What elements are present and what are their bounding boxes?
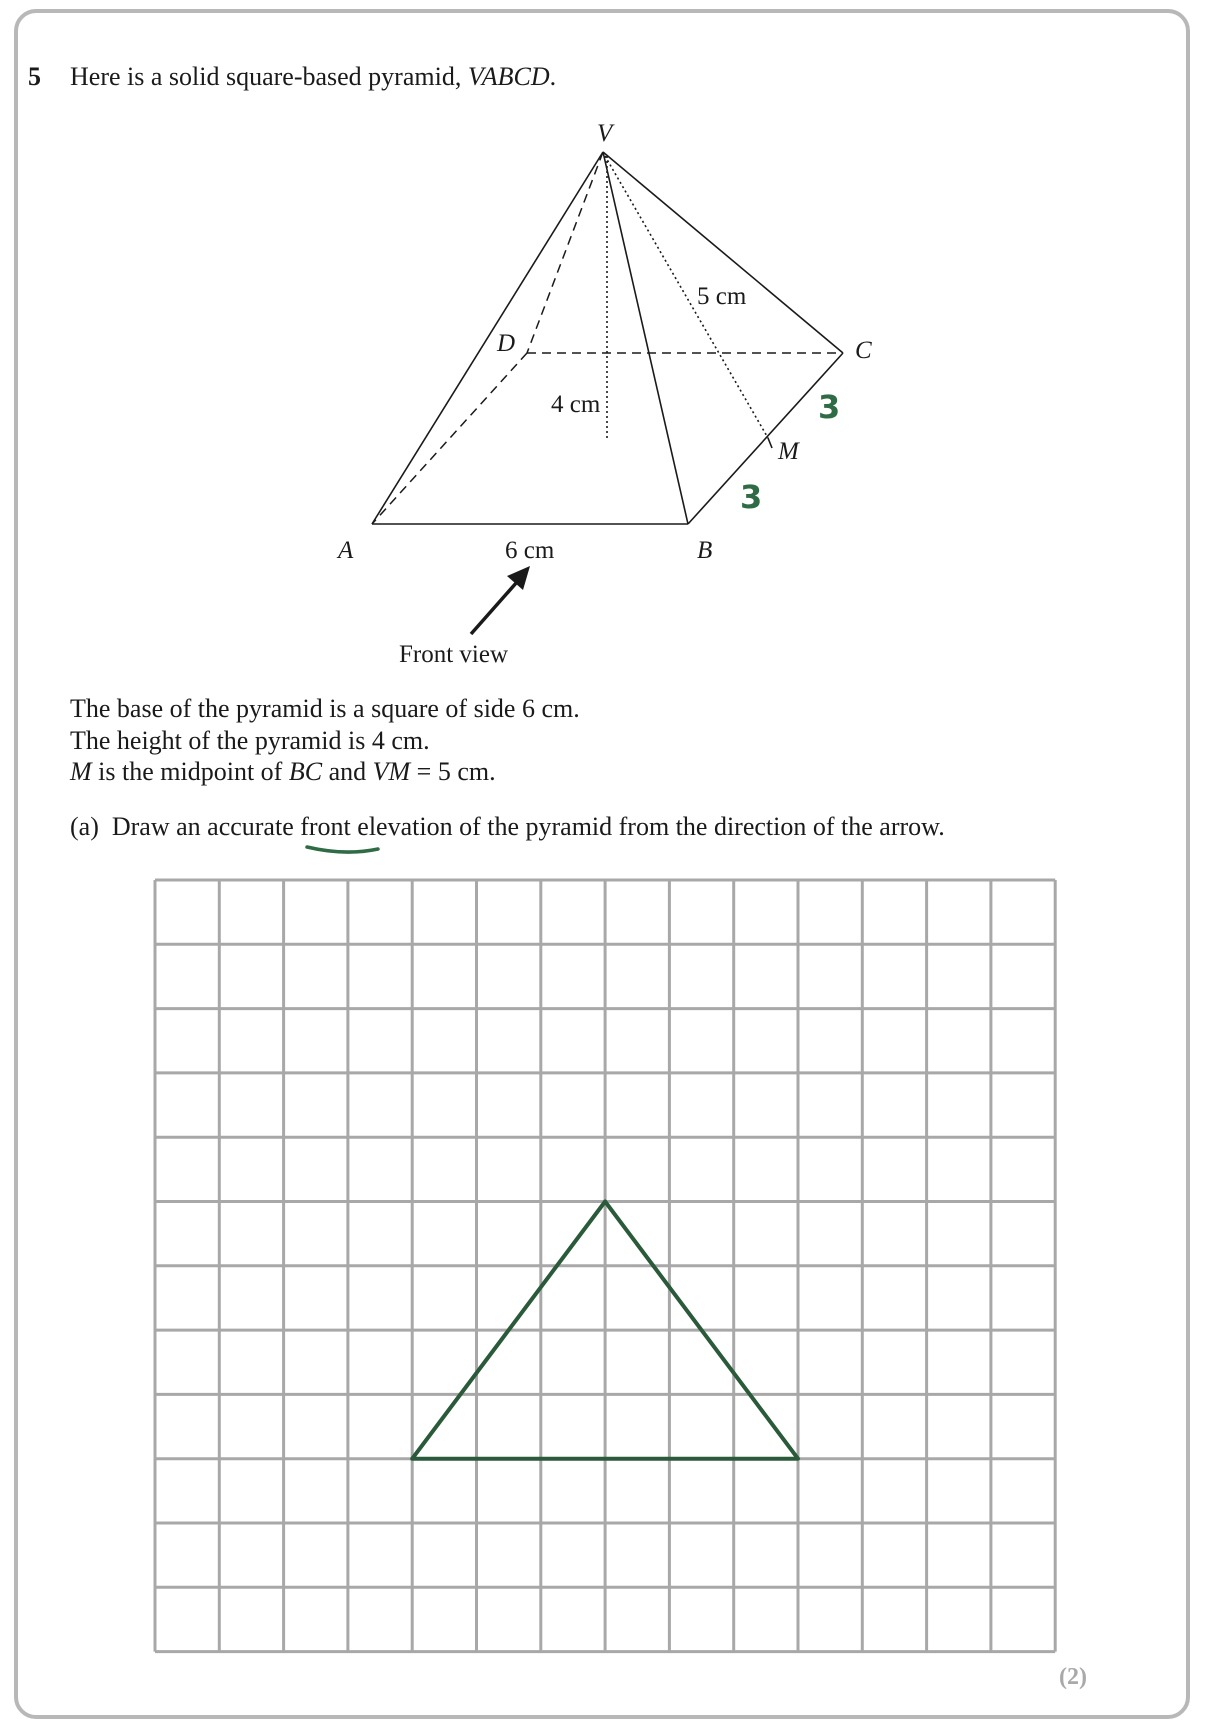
label-b: B [697, 537, 713, 564]
label-d: D [497, 330, 516, 357]
label-c: C [855, 337, 872, 364]
label-front-view: Front view [399, 641, 509, 668]
label-a: A [338, 537, 354, 564]
marks-label: (2) [1059, 1664, 1087, 1690]
statement-midpoint: M is the midpoint of BC and VM = 5 cm. [70, 757, 496, 786]
label-m: M [778, 438, 799, 465]
part-a-label: (a) [70, 812, 99, 841]
annotation-3-lower: 3 [740, 478, 763, 516]
label-slant: 5 cm [697, 283, 747, 310]
question-intro: Here is a solid square-based pyramid, VABCD. [70, 62, 557, 91]
question-number: 5 [28, 62, 41, 91]
statement-base: The base of the pyramid is a square of side 6 cm. [70, 694, 580, 723]
label-base: 6 cm [505, 537, 555, 564]
label-v: V [597, 120, 613, 147]
underlined-word: front [300, 812, 351, 841]
annotation-3-upper: 3 [818, 388, 841, 426]
part-a-question: (a) Draw an accurate front elevation of the pyramid from the direction of the arrow. [70, 812, 945, 841]
statement-height: The height of the pyramid is 4 cm. [70, 726, 430, 755]
label-height: 4 cm [551, 391, 601, 418]
